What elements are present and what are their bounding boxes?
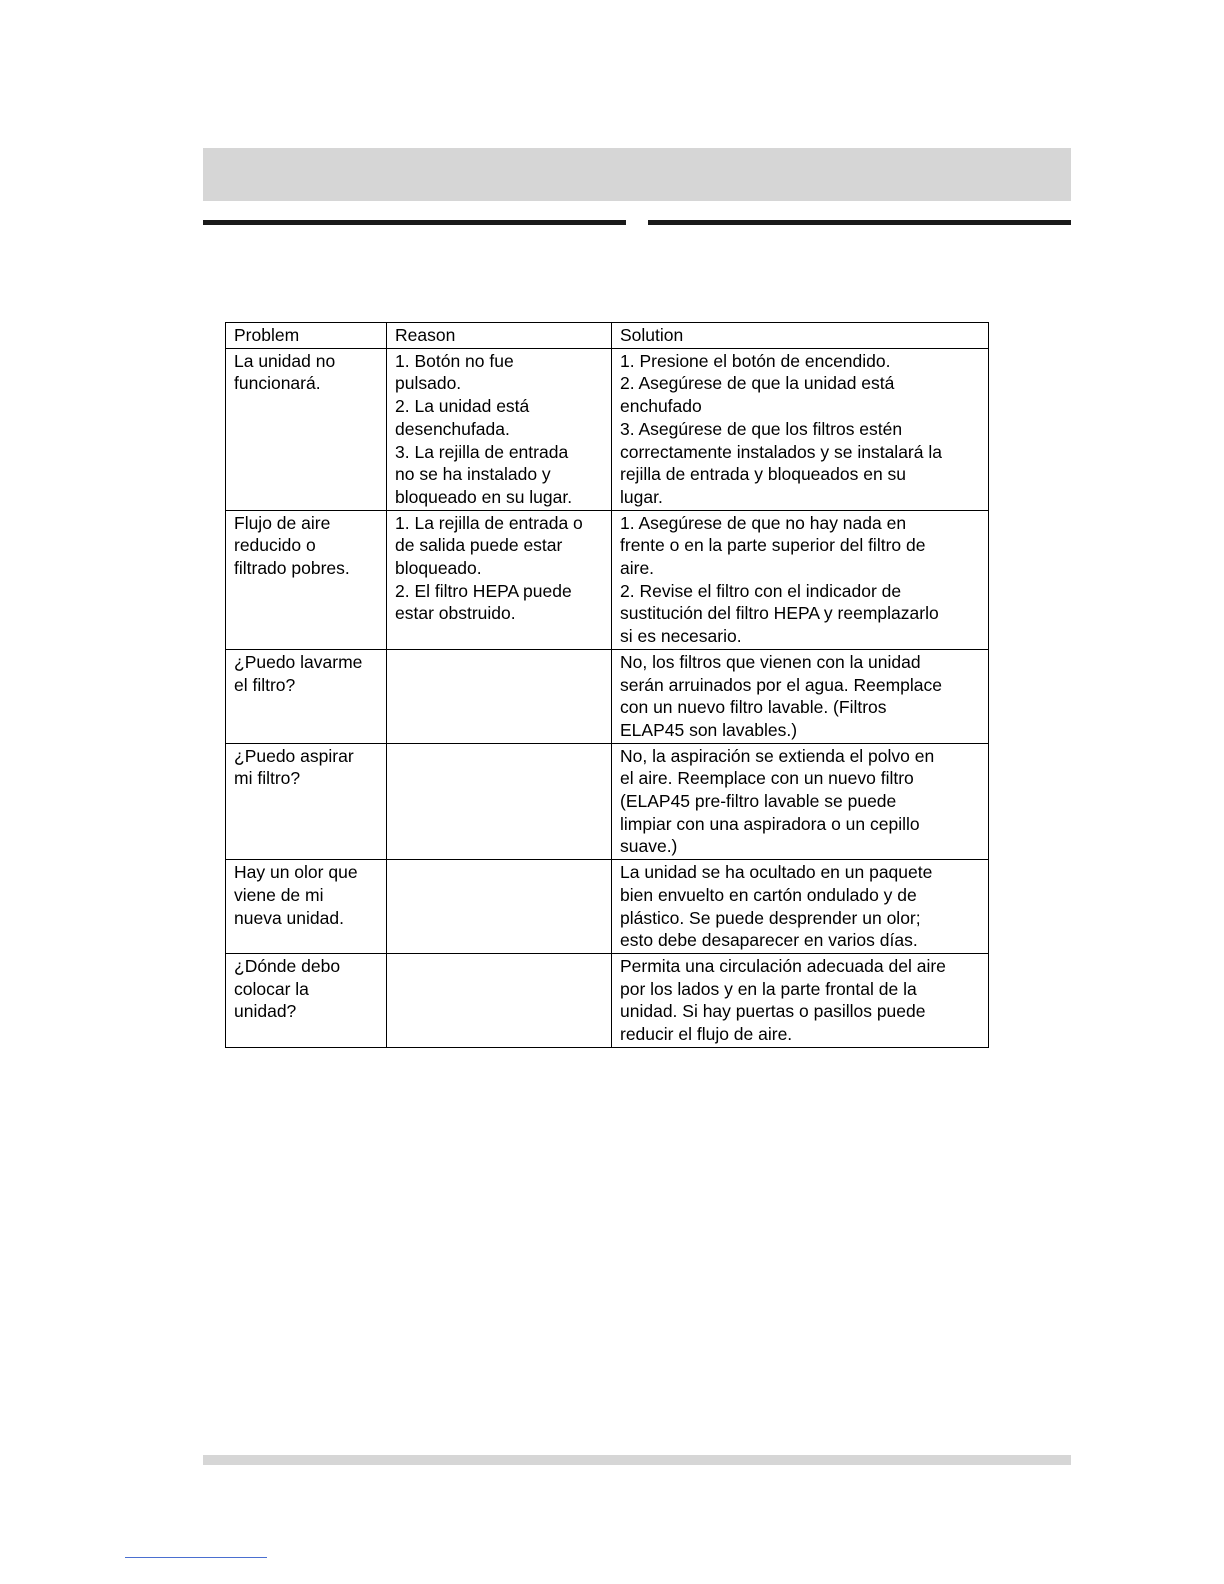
cell-solution-line: 1. Presione el botón de encendido. (620, 350, 891, 371)
cell-solution-line: esto debe desaparecer en varios días. (620, 930, 918, 951)
cell-reason-line: 1. La rejilla de entrada o (395, 512, 583, 533)
cell-reason (387, 348, 612, 510)
cell-problem-line: ¿Puedo lavarme (234, 651, 363, 672)
table-row (226, 860, 989, 954)
cell-problem (226, 510, 387, 649)
cell-solution (612, 348, 989, 510)
cell-solution-line: con un nuevo filtro lavable. (Filtros (620, 697, 887, 718)
cell-reason (387, 649, 612, 743)
cell-problem-line: La unidad no (234, 350, 336, 371)
cell-reason-line: estar obstruido. (395, 603, 516, 624)
cell-solution (612, 860, 989, 954)
cell-problem-line: Hay un olor que (234, 862, 358, 883)
cell-solution-line: el aire. Reemplace con un nuevo filtro (620, 768, 914, 789)
cell-solution (612, 649, 989, 743)
cell-solution-line: limpiar con una aspiradora o un cepillo (620, 813, 920, 834)
cell-solution (612, 510, 989, 649)
cell-reason-line: bloqueado. (395, 558, 482, 579)
cell-reason-line: 1. Botón no fue (395, 350, 514, 371)
cell-problem-line: unidad? (234, 1001, 297, 1022)
cell-solution-line: 1. Asegúrese de que no hay nada en (620, 512, 907, 533)
page-header-band (203, 148, 1071, 201)
troubleshooting-table (225, 322, 989, 1048)
table-row (226, 953, 989, 1047)
cell-problem-line: ¿Puedo aspirar (234, 745, 354, 766)
cell-solution-line: enchufado (620, 396, 702, 417)
cell-problem (226, 649, 387, 743)
cell-reason (387, 860, 612, 954)
cell-problem (226, 860, 387, 954)
header-problem: Problem (226, 323, 387, 349)
cell-reason-line: 2. La unidad está (395, 396, 530, 417)
cell-solution-line: reducir el flujo de aire. (620, 1024, 793, 1045)
cell-reason-line: 2. El filtro HEPA puede (395, 580, 572, 601)
cell-reason-line: no se ha instalado y (395, 464, 551, 485)
cell-reason (387, 743, 612, 860)
cell-problem-line: colocar la (234, 978, 309, 999)
cell-reason (387, 510, 612, 649)
header-rule-right (648, 220, 1071, 225)
cell-problem-line: filtrado pobres. (234, 558, 350, 579)
cell-solution-line: suave.) (620, 836, 678, 857)
cell-problem-line: reducido o (234, 535, 316, 556)
cell-solution-line: 2. Revise el filtro con el indicador de (620, 580, 902, 601)
cell-problem (226, 743, 387, 860)
cell-solution-line: aire. (620, 558, 655, 579)
cell-problem-line: funcionará. (234, 373, 321, 394)
cell-solution-line: No, la aspiración se extienda el polvo en (620, 745, 935, 766)
table-header-row (226, 323, 989, 349)
cell-solution-line: serán arruinados por el agua. Reemplace (620, 674, 942, 695)
cell-solution-line: (ELAP45 pre-filtro lavable se puede (620, 791, 897, 812)
cell-solution (612, 743, 989, 860)
table-body (226, 348, 989, 1047)
cell-problem-line: ¿Dónde debo (234, 955, 341, 976)
cell-reason-line: 3. La rejilla de entrada (395, 441, 569, 462)
page-footer-band (203, 1455, 1071, 1465)
table-row (226, 510, 989, 649)
footer-link-underline (125, 1557, 267, 1558)
cell-reason-line: desenchufada. (395, 418, 510, 439)
cell-problem (226, 348, 387, 510)
cell-solution-line: No, los filtros que vienen con la unidad (620, 651, 921, 672)
table-row (226, 649, 989, 743)
cell-solution-line: sustitución del filtro HEPA y reemplazarlo (620, 603, 939, 624)
cell-reason-line: pulsado. (395, 373, 462, 394)
cell-reason-line: bloqueado en su lugar. (395, 486, 573, 507)
cell-reason (387, 953, 612, 1047)
cell-problem-line: nueva unidad. (234, 907, 344, 928)
cell-solution-line: unidad. Si hay puertas o pasillos puede (620, 1001, 926, 1022)
cell-problem-line: el filtro? (234, 674, 296, 695)
cell-solution (612, 953, 989, 1047)
table-row (226, 348, 989, 510)
cell-solution-line: frente o en la parte superior del filtro de (620, 535, 926, 556)
cell-solution-line: plástico. Se puede desprender un olor; (620, 907, 921, 928)
cell-solution-line: bien envuelto en cartón ondulado y de (620, 884, 917, 905)
cell-solution-line: La unidad se ha ocultado en un paquete (620, 862, 933, 883)
cell-solution-line: 2. Asegúrese de que la unidad está (620, 373, 895, 394)
cell-solution-line: rejilla de entrada y bloqueados en su (620, 464, 907, 485)
cell-reason-line: de salida puede estar (395, 535, 563, 556)
header-solution: Solution (612, 323, 989, 349)
cell-solution-line: 3. Asegúrese de que los filtros estén (620, 418, 903, 439)
cell-solution-line: Permita una circulación adecuada del aire (620, 955, 946, 976)
table-row (226, 743, 989, 860)
cell-solution-line: si es necesario. (620, 626, 742, 647)
header-reason: Reason (387, 323, 612, 349)
cell-problem-line: Flujo de aire (234, 512, 331, 533)
cell-solution-line: por los lados y en la parte frontal de la (620, 978, 917, 999)
cell-solution-line: lugar. (620, 486, 663, 507)
header-rule-left (203, 220, 626, 225)
cell-solution-line: ELAP45 son lavables.) (620, 719, 798, 740)
cell-problem (226, 953, 387, 1047)
cell-problem-line: mi filtro? (234, 768, 301, 789)
cell-problem-line: viene de mi (234, 884, 324, 905)
cell-solution-line: correctamente instalados y se instalará la (620, 441, 942, 462)
